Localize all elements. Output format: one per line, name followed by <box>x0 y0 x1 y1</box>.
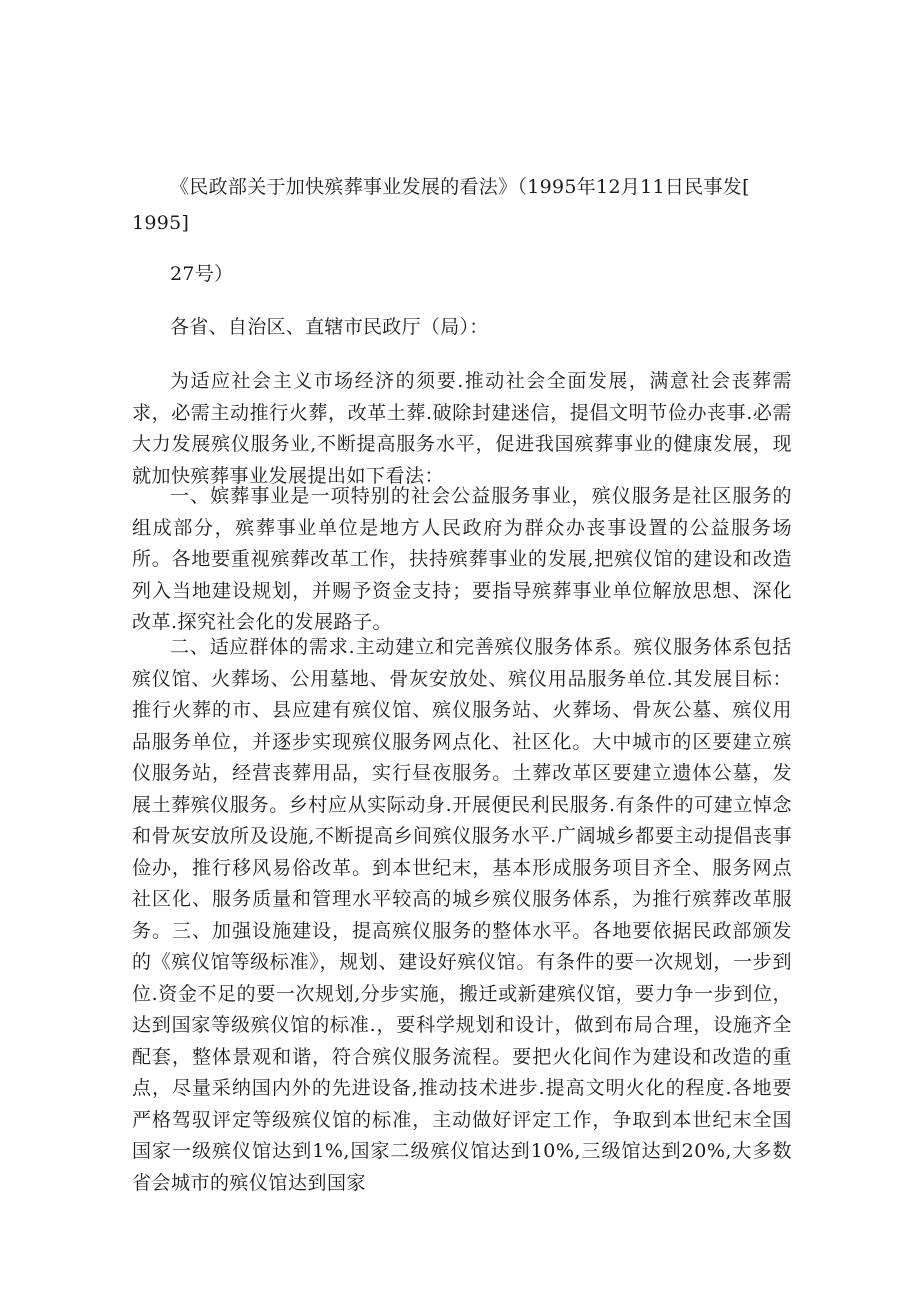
document-title: 《民政部关于加快殡葬事业发展的看法》（1995年12月11日民事发[ <box>170 176 750 198</box>
document-number: 27号） <box>170 263 234 285</box>
document-title-continued: 1995] <box>132 212 190 234</box>
paragraph-section-two: 二、适应群体的需求.主动建立和完善殡仪服务体系。殡仪服务体系包括殡仪馆、火葬场、公用墓地、骨灰安放处、殡仪用品服务单位.其发展目标：推行火葬的市、县应建有殡仪馆、殡仪服务站、火葬场、骨灰公墓、殡仪用品服务单位，并逐步实现殡仪服务网点化、社区化。大中城市的区要建立殡仪服务站，经营丧葬用品，实行昼夜服务。土葬改革区要建立遗体公墓，发展土葬殡仪服务。乡村应从实际动身.开展便民利民服务.有条件的可建立悼念和骨灰安放所及设施,不断提高乡间殡仪服务水平.广阔城乡都要主动提倡丧事俭办，推行移风易俗改革。到本世纪末，基本形成服务项目齐全、服务网点社区化、服务质量和管理水平较高的城乡殡仪服务体系，为推行殡葬改革服务。三、加强设施建设，提高殡仪服务的整体水平。各地要依据民政部颁发的《殡仪馆等级标准》，规划、建设好殡仪馆。有条件的要一次规划，一步到位.资金不足的要一次规划,分步实施，搬迁或新建殡仪馆，要力争一步到位，达到国家等级殡仪馆的标准.，要科学规划和设计，做到布局合理，设施齐全配套，整体景观和谐，符合殡仪服务流程。要把火化间作为建设和改造的重点，尽量采纳国内外的先进设备,推动技术进步.提高文明火化的程度.各地要严格驾驭评定等级殡仪馆的标准，主动做好评定工作，争取到本世纪末全国国家一级殡仪馆达到1%,国家二级殡仪馆达到10%,三级馆达到20%,大多数省会城市的殡仪馆达到国家 <box>132 636 792 1194</box>
salutation: 各省、自治区、直辖市民政厅（局）： <box>170 316 489 338</box>
paragraph-section-one: 一、嫔葬事业是一项特别的社会公益服务事业，殡仪服务是社区服务的组成部分，殡葬事业单位是地方人民政府为群众办丧事设置的公益服务场所。各地要重视殡葬改革工作，扶持殡葬事业的发展,把殡仪馆的建设和改造列入当地建设规划，并赐予资金支持；要指导殡葬事业单位解放思想、深化改革.探究社会化的发展路子。 <box>132 485 792 633</box>
paragraph-intro: 为适应社会主义市场经济的须要.推动社会全面发展，满意社会丧葬需求，必需主动推行火葬，改革土葬.破除封建迷信，提倡文明节俭办丧事.必需大力发展殡仪服务业,不断提高服务水平，促进我国殡葬事业的健康发展，现就加快殡葬事业发展提出如下看法： <box>132 370 792 487</box>
